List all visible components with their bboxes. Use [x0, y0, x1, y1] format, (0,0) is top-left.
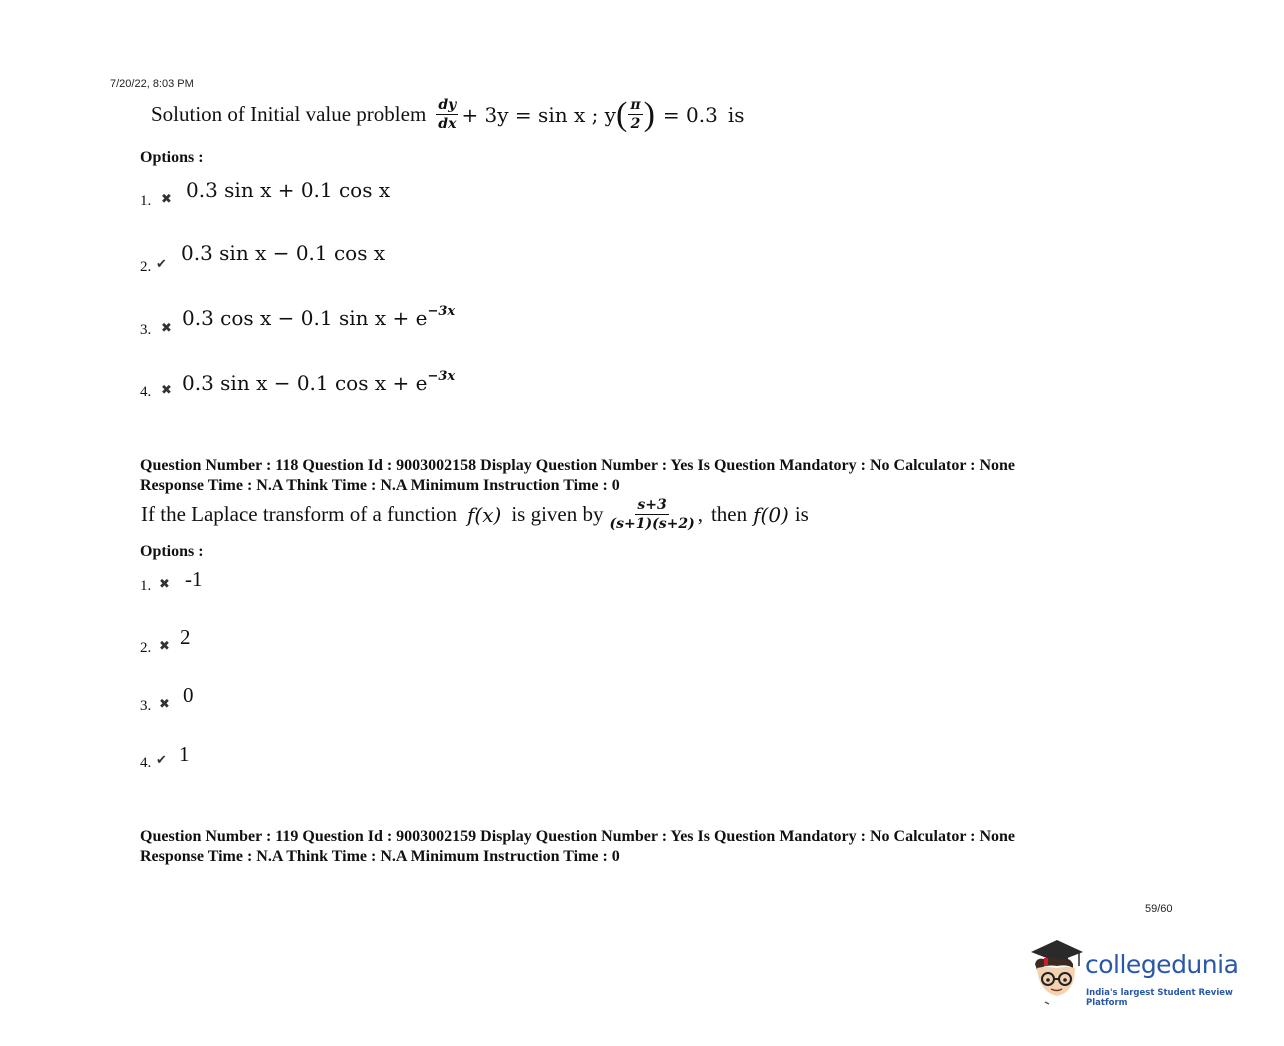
q118-suffix: is — [794, 502, 809, 526]
q118-laplace-fraction — [608, 496, 697, 533]
option-number: 3. — [140, 322, 152, 338]
option-number: 2. — [140, 640, 152, 656]
q118-meta-line1: Question Number : 118 Question Id : 9003002158 Display Question Number : Yes Is Question Mandatory : No Calculator : None — [140, 457, 1016, 474]
check-icon: ✔ — [156, 752, 167, 767]
q118-options-label: Options : — [140, 543, 204, 560]
option-text: 0.3 sin x + 0.1 cos x — [186, 178, 391, 202]
q118-comma: , — [697, 502, 703, 526]
cross-icon: ✖ — [159, 638, 170, 653]
option-text: -1 — [185, 567, 203, 591]
option-text-main: 0.3 cos x − 0.1 sin x + e — [182, 306, 428, 330]
q118-prefix: If the Laplace transform of a function — [141, 502, 458, 526]
q118-fx: f(x) — [467, 502, 502, 527]
logo-tagline: India's largest Student Review Platform — [1086, 988, 1233, 1008]
cross-icon: ✖ — [161, 191, 172, 206]
q117-paren-open: ( — [615, 95, 628, 133]
option-number: 3. — [140, 698, 152, 714]
option-text — [182, 304, 455, 330]
option-superscript: −3x — [427, 304, 456, 319]
collegedunia-logo — [1027, 938, 1257, 1008]
cross-icon: ✖ — [159, 576, 170, 591]
q117-equation-mid: + 3y = sin x ; y — [461, 102, 616, 127]
option-number: 1. — [140, 578, 152, 594]
q119-meta-line2: Response Time : N.A Think Time : N.A Minimum Instruction Time : 0 — [140, 848, 620, 865]
option-number: 1. — [140, 193, 152, 209]
q117-derivative-fraction — [436, 96, 458, 133]
cross-icon: ✖ — [159, 696, 170, 711]
q118-f0: f(0) — [753, 502, 789, 527]
q119-meta — [140, 827, 1015, 867]
q118-frac-den: (s+1)(s+2) — [609, 516, 695, 532]
q118-question-text — [141, 496, 809, 533]
q118-meta — [140, 456, 1015, 496]
cross-icon: ✖ — [161, 382, 172, 397]
q117-frac-den: dx — [438, 116, 457, 132]
q117-arg-den: 2 — [630, 116, 641, 132]
option-text: 2 — [180, 625, 191, 649]
option-number: 2. — [140, 259, 152, 275]
q117-frac-num: dy — [438, 97, 457, 113]
q117-options-label: Options : — [140, 149, 204, 166]
q117-paren-close: ) — [643, 95, 655, 133]
option-superscript: −3x — [427, 369, 456, 384]
page-number: 59/60 — [1145, 903, 1173, 915]
q117-suffix: is — [727, 102, 745, 127]
q117-equation-end: = 0.3 — [662, 102, 718, 127]
option-text: 0.3 sin x − 0.1 cos x — [181, 241, 386, 265]
q119-meta-line1: Question Number : 119 Question Id : 9003002159 Display Question Number : Yes Is Question Mandatory : No Calculator : None — [140, 828, 1016, 845]
q118-then: then — [710, 502, 748, 526]
q117-arg-num: π — [630, 97, 641, 113]
q117-question-text — [151, 96, 744, 133]
option-text: 0 — [183, 683, 194, 707]
q118-frac-num: s+3 — [637, 497, 667, 513]
check-icon: ✔ — [156, 256, 167, 271]
q117-argument-fraction — [628, 96, 642, 133]
q118-meta-line2: Response Time : N.A Think Time : N.A Minimum Instruction Time : 0 — [140, 477, 620, 494]
option-text: 1 — [179, 742, 190, 766]
option-number: 4. — [140, 755, 152, 771]
q117-prefix: Solution of Initial value problem — [151, 102, 427, 126]
option-text — [182, 369, 455, 395]
logo-name: collegedunia — [1085, 950, 1239, 979]
cross-icon: ✖ — [161, 320, 172, 335]
print-timestamp: 7/20/22, 8:03 PM — [110, 78, 194, 90]
option-text-main: 0.3 sin x − 0.1 cos x + e — [182, 371, 428, 395]
q118-mid: is given by — [511, 502, 604, 526]
graduate-mascot-icon — [1027, 938, 1087, 1008]
option-number: 4. — [140, 384, 152, 400]
